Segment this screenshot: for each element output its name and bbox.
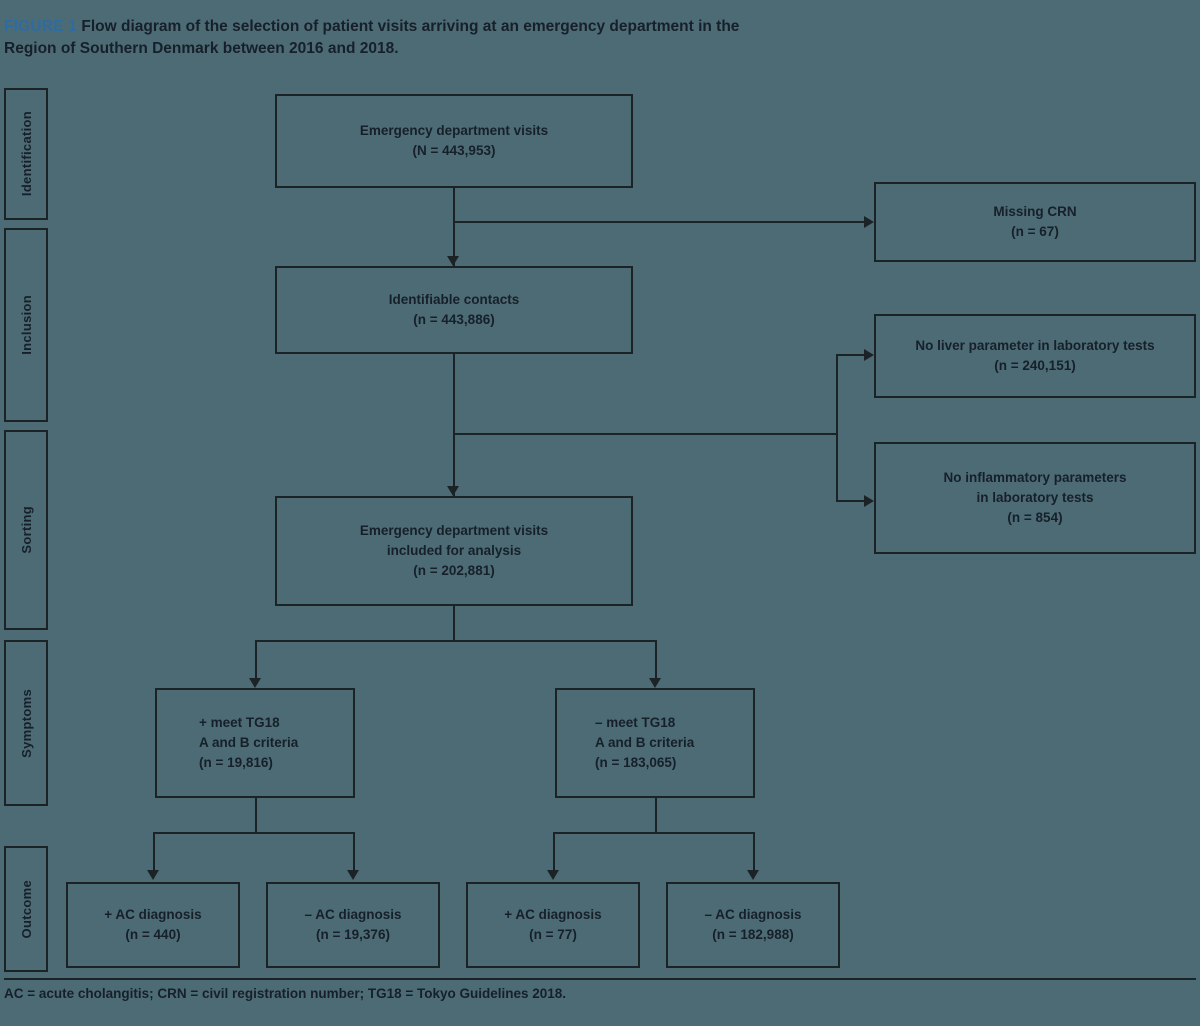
stage-label-inclusion: [4, 228, 48, 422]
edge-tg18-positive-outcome-h: [153, 832, 355, 834]
node-ac-negative-tg18-positive-title: – AC diagnosis: [304, 906, 402, 922]
node-ac-negative-tg18-positive: [266, 882, 440, 968]
node-no-liver-parameter-title: No liver parameter in laboratory tests: [915, 337, 1155, 353]
edge-ac-positive-2-stem: [553, 832, 555, 870]
node-tg18-negative-count: (n = 183,065): [595, 755, 677, 771]
node-ac-negative-tg18-positive-count: (n = 19,376): [316, 927, 390, 942]
node-tg18-positive: [155, 688, 355, 798]
edge-tg18-negative-arrow: [649, 678, 661, 688]
stage-label-outcome-text: Outcome: [18, 879, 34, 939]
node-ac-positive-tg18-positive: [66, 882, 240, 968]
node-no-inflammatory-parameters-count: (n = 854): [1007, 510, 1063, 526]
edge-ed-visits-to-missing-crn: [453, 221, 866, 223]
node-tg18-negative-title: – meet TG18: [595, 714, 676, 730]
figure-label: FIGURE 1: [4, 18, 78, 35]
edge-ac-negative-1-stem: [353, 832, 355, 870]
node-ac-positive-tg18-positive-count: (n = 440): [125, 927, 181, 942]
edge-identifiable-to-included-arrow: [447, 486, 459, 496]
edge-tg18-negative-outcome-h: [553, 832, 755, 834]
edge-ac-positive-2-arrow: [547, 870, 559, 880]
edge-ed-visits-trunk: [453, 188, 455, 266]
node-missing-crn: [874, 182, 1196, 262]
edge-ac-negative-2-stem: [753, 832, 755, 870]
edge-to-no-inflammatory-arrow: [864, 495, 874, 507]
node-ed-visits-count: (N = 443,953): [412, 143, 496, 158]
figure-caption: [4, 16, 784, 60]
node-no-liver-parameter-count: (n = 240,151): [994, 358, 1076, 373]
stage-label-identification-text: Identification: [18, 111, 34, 197]
edge-ac-negative-1-arrow: [347, 870, 359, 880]
node-included-for-analysis-title2: included for analysis: [386, 542, 522, 558]
node-ac-positive-tg18-negative-title: + AC diagnosis: [504, 906, 602, 922]
edge-identifiable-trunk: [453, 354, 455, 496]
edge-ed-visits-to-identifiable-arrow: [447, 256, 459, 266]
node-tg18-negative-title2: A and B criteria: [595, 734, 695, 750]
footnote: AC = acute cholangitis; CRN = civil registration number; TG18 = Tokyo Guidelines 2018.: [4, 986, 567, 1001]
node-included-for-analysis-title: Emergency department visits: [359, 522, 549, 538]
edge-tg18-positive-outcome-stem: [255, 798, 257, 834]
node-ac-negative-tg18-negative: [666, 882, 840, 968]
node-identifiable-contacts: [275, 266, 633, 354]
node-ac-positive-tg18-positive-title: + AC diagnosis: [104, 906, 202, 922]
edge-exclusions-vertical: [836, 354, 838, 502]
footnote-divider: [4, 978, 1196, 980]
stage-label-outcome: [4, 846, 48, 972]
node-included-for-analysis-count: (n = 202,881): [413, 563, 495, 579]
node-included-for-analysis: [275, 496, 633, 606]
edge-ac-positive-1-stem: [153, 832, 155, 870]
node-tg18-negative: [555, 688, 755, 798]
stage-label-symptoms: [4, 640, 48, 806]
node-tg18-positive-title2: A and B criteria: [199, 734, 299, 750]
node-identifiable-contacts-count: (n = 443,886): [413, 312, 495, 327]
stage-label-sorting: [4, 430, 48, 630]
edge-identifiable-to-exclusions-h: [453, 433, 838, 435]
edge-tg18-split-h: [255, 640, 655, 642]
edge-ac-positive-1-arrow: [147, 870, 159, 880]
node-no-inflammatory-parameters-title2: in laboratory tests: [976, 489, 1094, 505]
node-ed-visits: [275, 94, 633, 188]
node-ed-visits-title: Emergency department visits: [359, 122, 549, 138]
node-ac-negative-tg18-negative-count: (n = 182,988): [712, 927, 794, 942]
edge-ac-negative-2-arrow: [747, 870, 759, 880]
figure-caption-text: Flow diagram of the selection of patient visits arriving at an emergency department in the Region of Southern Denmark between 2016 and 2018.: [4, 18, 740, 57]
edge-to-no-inflammatory-h: [836, 500, 866, 502]
node-no-inflammatory-parameters-title: No inflammatory parameters: [943, 469, 1127, 485]
node-ac-negative-tg18-negative-title: – AC diagnosis: [704, 906, 802, 922]
stage-label-sorting-text: Sorting: [18, 506, 34, 554]
node-missing-crn-title: Missing CRN: [993, 203, 1077, 219]
edge-tg18-positive-arrow: [249, 678, 261, 688]
edge-tg18-positive-stem: [255, 640, 257, 678]
node-tg18-positive-count: (n = 19,816): [199, 755, 273, 771]
edge-to-no-liver-h: [836, 354, 866, 356]
edge-to-no-liver-arrow: [864, 349, 874, 361]
node-missing-crn-count: (n = 67): [1011, 224, 1059, 239]
node-ac-positive-tg18-negative: [466, 882, 640, 968]
edge-tg18-negative-outcome-stem: [655, 798, 657, 834]
stage-label-inclusion-text: Inclusion: [18, 295, 34, 355]
node-no-inflammatory-parameters: [874, 442, 1196, 554]
node-tg18-positive-title: + meet TG18: [199, 714, 280, 730]
node-ac-positive-tg18-negative-count: (n = 77): [529, 927, 577, 942]
stage-label-identification: [4, 88, 48, 220]
edge-included-stem: [453, 606, 455, 642]
node-identifiable-contacts-title: Identifiable contacts: [388, 291, 520, 307]
stage-label-symptoms-text: Symptoms: [18, 688, 34, 758]
edge-tg18-negative-stem: [655, 640, 657, 678]
edge-ed-visits-to-missing-crn-arrow: [864, 216, 874, 228]
node-no-liver-parameter: [874, 314, 1196, 398]
